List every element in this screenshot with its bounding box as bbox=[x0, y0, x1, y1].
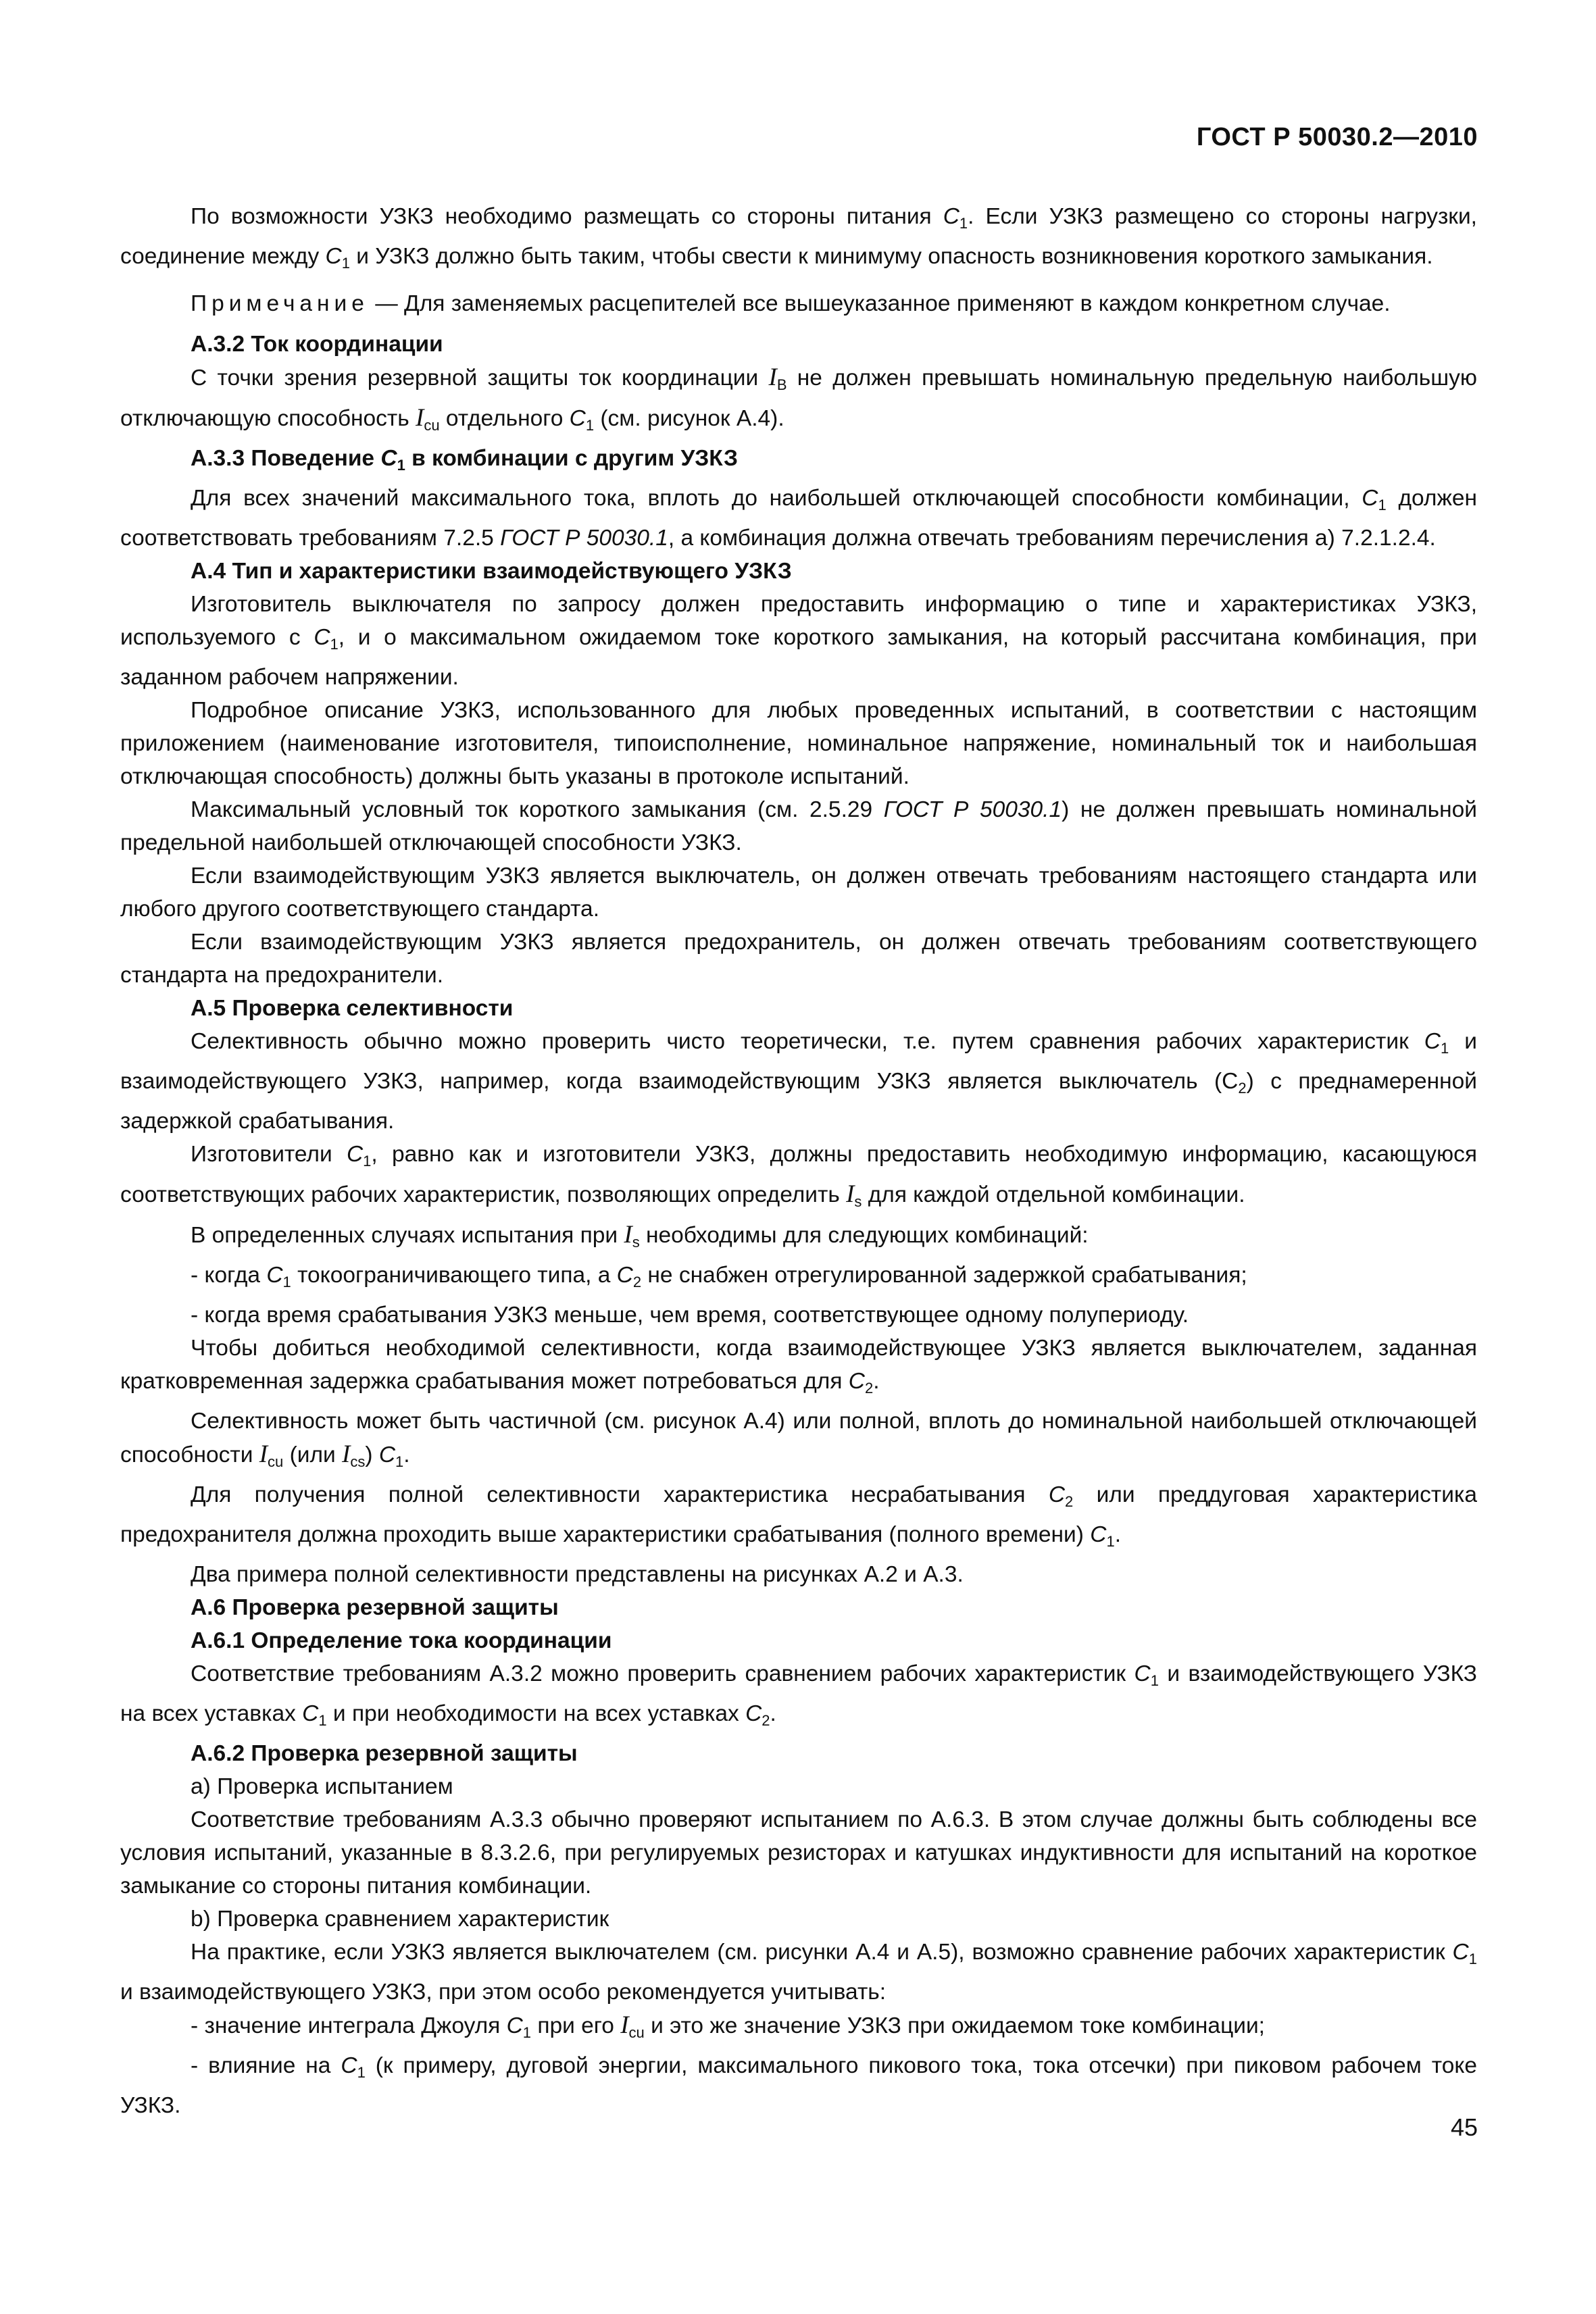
current-symbol: I bbox=[846, 1180, 855, 1208]
current-symbol-subscript: cu bbox=[424, 417, 440, 434]
text-run: токоограничивающего типа, а bbox=[291, 1263, 617, 1288]
current-symbol-subscript: s bbox=[632, 1234, 640, 1251]
device-symbol-subscript: 2 bbox=[865, 1380, 874, 1397]
device-symbol-subscript: 1 bbox=[1441, 1040, 1449, 1057]
device-symbol: C bbox=[346, 1142, 364, 1167]
current-symbol-subscript: B bbox=[776, 376, 787, 393]
text-run: Два примера полной селективности представлены на рисунках А.2 и А.3. bbox=[191, 1562, 964, 1587]
section-heading bbox=[120, 1624, 1477, 1657]
device-symbol-subscript: 1 bbox=[395, 1453, 404, 1470]
current-symbol-subscript: s bbox=[854, 1193, 862, 1210]
text-run: ) не должен превышать номинальной предельной наибольшей отключающей способности УЗКЗ. bbox=[120, 797, 1477, 855]
text-run: (см. рисунок А.4). bbox=[594, 406, 784, 431]
device-symbol: C bbox=[569, 406, 586, 431]
text-run: , равно как и изготовители УЗКЗ, должны предоставить необходимую информацию, касающуюся соответствующих рабочих характеристик, позволяющих определить bbox=[120, 1142, 1477, 1207]
paragraph bbox=[120, 694, 1477, 793]
device-symbol: C bbox=[506, 2013, 523, 2038]
current-symbol: I bbox=[416, 404, 424, 432]
device-symbol: C bbox=[380, 446, 397, 471]
text-run: Чтобы добиться необходимой селективности, когда взаимодействующее УЗКЗ является выключателем, заданная кратковременная задержка срабатывания может потребоваться для bbox=[120, 1336, 1477, 1394]
document-header-id: ГОСТ Р 50030.2—2010 bbox=[1196, 123, 1478, 151]
text-run: А.3.3 Поведение bbox=[191, 446, 381, 471]
text-run: Если взаимодействующим УЗКЗ является предохранитель, он должен отвечать требованиям соответствующего стандарта на предохранители. bbox=[120, 930, 1477, 988]
text-run: А.5 Проверка селективности bbox=[191, 996, 514, 1021]
text-run: Селективность может быть частичной (см. рисунок А.4) или полной, вплоть до номинальной наибольшей отключающей способности bbox=[120, 1409, 1477, 1467]
text-run: и взаимодействующего УЗКЗ, при этом особо рекомендуется учитывать: bbox=[120, 1980, 887, 2005]
paragraph bbox=[120, 1903, 1477, 1936]
text-run: и УЗКЗ должно быть таким, чтобы свести к минимуму опасность возникновения короткого замыкания. bbox=[349, 244, 1433, 269]
paragraph bbox=[120, 1138, 1477, 1218]
device-symbol-subscript: 1 bbox=[357, 2064, 366, 2081]
device-symbol: C bbox=[1452, 1940, 1469, 1965]
current-symbol-subscript: cu bbox=[628, 2024, 645, 2041]
device-symbol: C bbox=[1048, 1482, 1066, 1507]
text-run: ) с преднамеренной задержкой срабатывания. bbox=[120, 1069, 1477, 1134]
paragraph bbox=[120, 1025, 1477, 1138]
paragraph bbox=[120, 2009, 1477, 2049]
text-run: и взаимодействующего УЗКЗ на всех уставках bbox=[120, 1661, 1477, 1726]
section-heading bbox=[120, 328, 1477, 361]
text-run: b) Проверка сравнением характеристик bbox=[191, 1907, 609, 1932]
section-heading bbox=[120, 1737, 1477, 1770]
text-run: . bbox=[403, 1442, 410, 1467]
paragraph bbox=[120, 1936, 1477, 2009]
current-symbol-subscript: cs bbox=[350, 1453, 366, 1470]
paragraph bbox=[120, 588, 1477, 694]
device-symbol: C bbox=[1424, 1029, 1441, 1054]
page-number: 45 bbox=[1450, 2113, 1478, 2141]
device-symbol: C bbox=[325, 244, 342, 269]
section-heading bbox=[120, 1591, 1477, 1624]
device-symbol-subscript: 1 bbox=[397, 457, 405, 474]
text-run: А.6.1 Определение тока координации bbox=[191, 1628, 612, 1653]
text-run: для каждой отдельной комбинации. bbox=[862, 1182, 1245, 1207]
device-symbol-subscript: 1 bbox=[585, 417, 595, 434]
device-symbol: C bbox=[378, 1442, 396, 1467]
device-symbol-subscript: 1 bbox=[341, 255, 350, 272]
text-run: должен соответствовать требованиям 7.2.5 bbox=[120, 486, 1477, 551]
text-run: или преддуговая характеристика предохранителя должна проходить выше характеристики срабатывания (полного времени) bbox=[120, 1482, 1477, 1547]
current-symbol-subscript: cu bbox=[268, 1453, 284, 1470]
text-run: отдельного bbox=[439, 406, 570, 431]
current-symbol: I bbox=[259, 1440, 268, 1468]
paragraph bbox=[120, 1478, 1477, 1558]
paragraph bbox=[120, 361, 1477, 442]
paragraph bbox=[120, 1332, 1477, 1405]
section-heading bbox=[120, 442, 1477, 482]
text-run: Соответствие требованиям А.3.2 можно проверить сравнением рабочих характеристик bbox=[191, 1661, 1134, 1686]
text-run: - влияние на bbox=[191, 2053, 341, 2078]
text-run: - когда bbox=[191, 1263, 267, 1288]
text-run: в комбинации с другим УЗКЗ bbox=[405, 446, 738, 471]
text-run: . bbox=[873, 1369, 880, 1394]
text-run: и при необходимости на всех уставках bbox=[326, 1701, 746, 1726]
device-symbol: C bbox=[302, 1701, 319, 1726]
text-run: А.3.2 Ток координации bbox=[191, 332, 443, 357]
plain-subscript: 2 bbox=[1238, 1080, 1247, 1097]
device-symbol: C bbox=[314, 625, 330, 650]
device-symbol-subscript: 1 bbox=[522, 2024, 532, 2041]
paragraph bbox=[120, 1558, 1477, 1591]
device-symbol-subscript: 1 bbox=[1150, 1672, 1159, 1689]
device-symbol: C bbox=[943, 204, 959, 229]
device-symbol: C bbox=[1362, 486, 1378, 511]
section-heading bbox=[120, 992, 1477, 1025]
text-run: при его bbox=[531, 2013, 621, 2038]
device-symbol-subscript: 1 bbox=[363, 1153, 372, 1169]
text-run: и взаимодействующего УЗКЗ, например, когда взаимодействующим УЗКЗ является выключатель (С bbox=[120, 1029, 1477, 1094]
text-run: , а комбинация должна отвечать требованиям перечисления а) 7.2.1.2.4. bbox=[668, 526, 1436, 551]
device-symbol-subscript: 2 bbox=[1065, 1493, 1074, 1510]
device-symbol-subscript: 1 bbox=[959, 215, 968, 232]
standard-reference: ГОСТ Р 50030.1 bbox=[883, 797, 1062, 822]
text-run: . Если УЗКЗ размещено со стороны нагрузки, соединение между bbox=[120, 204, 1477, 269]
paragraph bbox=[120, 287, 1477, 320]
paragraph bbox=[120, 1803, 1477, 1903]
text-run: Максимальный условный ток короткого замыкания (см. 2.5.29 bbox=[191, 797, 884, 822]
paragraph bbox=[120, 1657, 1477, 1737]
text-run: а) Проверка испытанием bbox=[191, 1774, 453, 1799]
text-run: не снабжен отрегулированной задержкой срабатывания; bbox=[641, 1263, 1247, 1288]
device-symbol-subscript: 1 bbox=[318, 1712, 327, 1729]
paragraph bbox=[120, 2049, 1477, 2122]
text-run: ) bbox=[365, 1442, 379, 1467]
text-run: Изготовители bbox=[191, 1142, 347, 1167]
text-run: . bbox=[770, 1701, 776, 1726]
text-run: Для получения полной селективности характеристика несрабатывания bbox=[191, 1482, 1049, 1507]
device-symbol: C bbox=[1134, 1661, 1151, 1686]
device-symbol: C bbox=[745, 1701, 762, 1726]
device-symbol-subscript: 1 bbox=[1106, 1533, 1115, 1550]
device-symbol-subscript: 1 bbox=[1468, 1951, 1477, 1967]
text-run: . bbox=[1114, 1522, 1121, 1547]
device-symbol: C bbox=[616, 1263, 633, 1288]
text-run: А.4 Тип и характеристики взаимодействующего УЗКЗ bbox=[191, 559, 792, 584]
text-run: Подробное описание УЗКЗ, использованного для любых проведенных испытаний, в соответствии с настоящим приложением (наименование изготовителя, типоисполнение, номинальное напряжение, номинальный ток и наибольшая отключающая способность) должны быть указаны в протоколе испытаний. bbox=[120, 698, 1477, 789]
text-run: Изготовитель выключателя по запросу должен предоставить информацию о типе и характеристиках УЗКЗ, используемого с bbox=[120, 592, 1477, 650]
device-symbol-subscript: 1 bbox=[282, 1274, 291, 1290]
paragraph bbox=[120, 859, 1477, 926]
paragraph bbox=[120, 793, 1477, 859]
text-run: - когда время срабатывания УЗКЗ меньше, чем время, соответствующее одному полупериоду. bbox=[191, 1303, 1189, 1328]
device-symbol: C bbox=[848, 1369, 865, 1394]
text-run: С точки зрения резервной защиты ток координации bbox=[191, 366, 769, 391]
paragraph bbox=[120, 1299, 1477, 1332]
text-run: (к примеру, дуговой энергии, максимального пикового тока, тока отсечки) при пиковом рабочем токе УЗКЗ. bbox=[120, 2053, 1477, 2118]
device-symbol: C bbox=[341, 2053, 357, 2078]
text-run: и это же значение УЗКЗ при ожидаемом токе комбинации; bbox=[644, 2013, 1265, 2038]
standard-reference: ГОСТ Р 50030.1 bbox=[500, 526, 668, 551]
text-run: (или bbox=[283, 1442, 343, 1467]
text-run: А.6.2 Проверка резервной защиты bbox=[191, 1741, 578, 1766]
device-symbol-subscript: 2 bbox=[762, 1712, 770, 1729]
paragraph bbox=[120, 482, 1477, 555]
text-run: В определенных случаях испытания при bbox=[191, 1223, 624, 1248]
paragraph bbox=[120, 1259, 1477, 1299]
text-run: необходимы для следующих комбинаций: bbox=[639, 1223, 1089, 1248]
paragraph bbox=[120, 200, 1477, 280]
current-symbol: I bbox=[620, 2011, 629, 2039]
text-run: На практике, если УЗКЗ является выключателем (см. рисунки А.4 и А.5), возможно сравнение рабочих характеристик bbox=[191, 1940, 1453, 1965]
current-symbol: I bbox=[342, 1440, 351, 1468]
paragraph bbox=[120, 1218, 1477, 1259]
device-symbol-subscript: 2 bbox=[632, 1274, 642, 1290]
current-symbol: I bbox=[768, 363, 777, 391]
text-run: , и о максимальном ожидаемом токе короткого замыкания, на который рассчитана комбинация, при заданном рабочем напряжении. bbox=[120, 625, 1477, 690]
device-symbol-subscript: 1 bbox=[330, 636, 339, 653]
paragraph bbox=[120, 926, 1477, 992]
text-run: Для всех значений максимального тока, вплоть до наибольшей отключающей способности комбинации, bbox=[191, 486, 1362, 511]
text-run: - значение интеграла Джоуля bbox=[191, 2013, 507, 2038]
text-run: — Для заменяемых расцепителей все вышеуказанное применяют в каждом конкретном случае. bbox=[368, 291, 1391, 316]
text-run: Соответствие требованиям А.3.3 обычно проверяют испытанием по А.6.3. В этом случае должны быть соблюдены все условия испытаний, указанные в 8.3.2.6, при регулируемых резисторах и катушках индуктивности для испытаний на короткое замыкание со стороны питания комбинации. bbox=[120, 1807, 1477, 1898]
paragraph bbox=[120, 1405, 1477, 1478]
text-run: Селективность обычно можно проверить чисто теоретически, т.е. путем сравнения рабочих характеристик bbox=[191, 1029, 1424, 1054]
text-run: А.6 Проверка резервной защиты bbox=[191, 1595, 559, 1620]
text-run: не должен превышать номинальную предельную наибольшую отключающую способность bbox=[120, 366, 1477, 431]
device-symbol-subscript: 1 bbox=[1378, 497, 1387, 513]
text-run: Если взаимодействующим УЗКЗ является выключатель, он должен отвечать требованиям настоящего стандарта или любого другого соответствующего стандарта. bbox=[120, 863, 1477, 922]
device-symbol: C bbox=[1090, 1522, 1107, 1547]
text-run: По возможности УЗКЗ необходимо размещать со стороны питания bbox=[191, 204, 943, 229]
device-symbol: C bbox=[266, 1263, 283, 1288]
note-label: Примечание bbox=[191, 291, 369, 316]
paragraph bbox=[120, 1770, 1477, 1803]
section-heading bbox=[120, 555, 1477, 588]
current-symbol: I bbox=[624, 1221, 632, 1249]
document-body bbox=[120, 200, 1477, 2122]
